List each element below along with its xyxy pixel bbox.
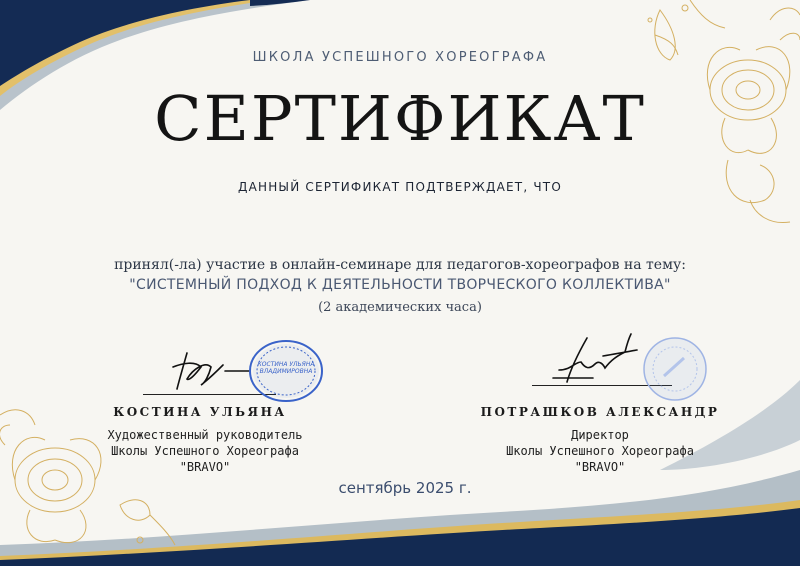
signer-role-left-line1: Художественный руководитель — [107, 428, 303, 442]
stamp-right — [642, 336, 708, 402]
signature-right — [545, 330, 645, 390]
signature-left — [165, 345, 255, 395]
issue-date: сентябрь 2025 г. — [338, 479, 472, 497]
confirmation-text: ДАННЫЙ СЕРТИФИКАТ ПОДТВЕРЖДАЕТ, ЧТО — [238, 180, 562, 194]
signer-name-left: КОСТИНА УЛЬЯНА — [113, 405, 287, 419]
signer-name-right: ПОТРАШКОВ АЛЕКСАНДР — [480, 405, 720, 419]
seminar-topic: "СИСТЕМНЫЙ ПОДХОД К ДЕЯТЕЛЬНОСТИ ТВОРЧЕСКОГО КОЛЛЕКТИВА" — [129, 277, 671, 293]
stamp-left-text: КОСТИНА УЛЬЯНА ВЛАДИМИРОВНА — [257, 361, 315, 375]
participation-text: принял(-ла) участие в онлайн-семинаре для педагогов-хореографов на тему: — [114, 257, 686, 273]
signer-role-right-line3: "BRAVO" — [574, 460, 626, 474]
signer-role-right-line1: Директор — [571, 428, 629, 442]
school-name: ШКОЛА УСПЕШНОГО ХОРЕОГРАФА — [252, 50, 548, 65]
signer-role-left-line3: "BRAVO" — [179, 460, 231, 474]
signer-role-left-line2: Школы Успешного Хореографа — [111, 444, 299, 458]
certificate-title: СЕРТИФИКАТ — [154, 82, 646, 155]
signer-role-right-line2: Школы Успешного Хореографа — [506, 444, 694, 458]
academic-hours: (2 академических часа) — [318, 300, 482, 315]
